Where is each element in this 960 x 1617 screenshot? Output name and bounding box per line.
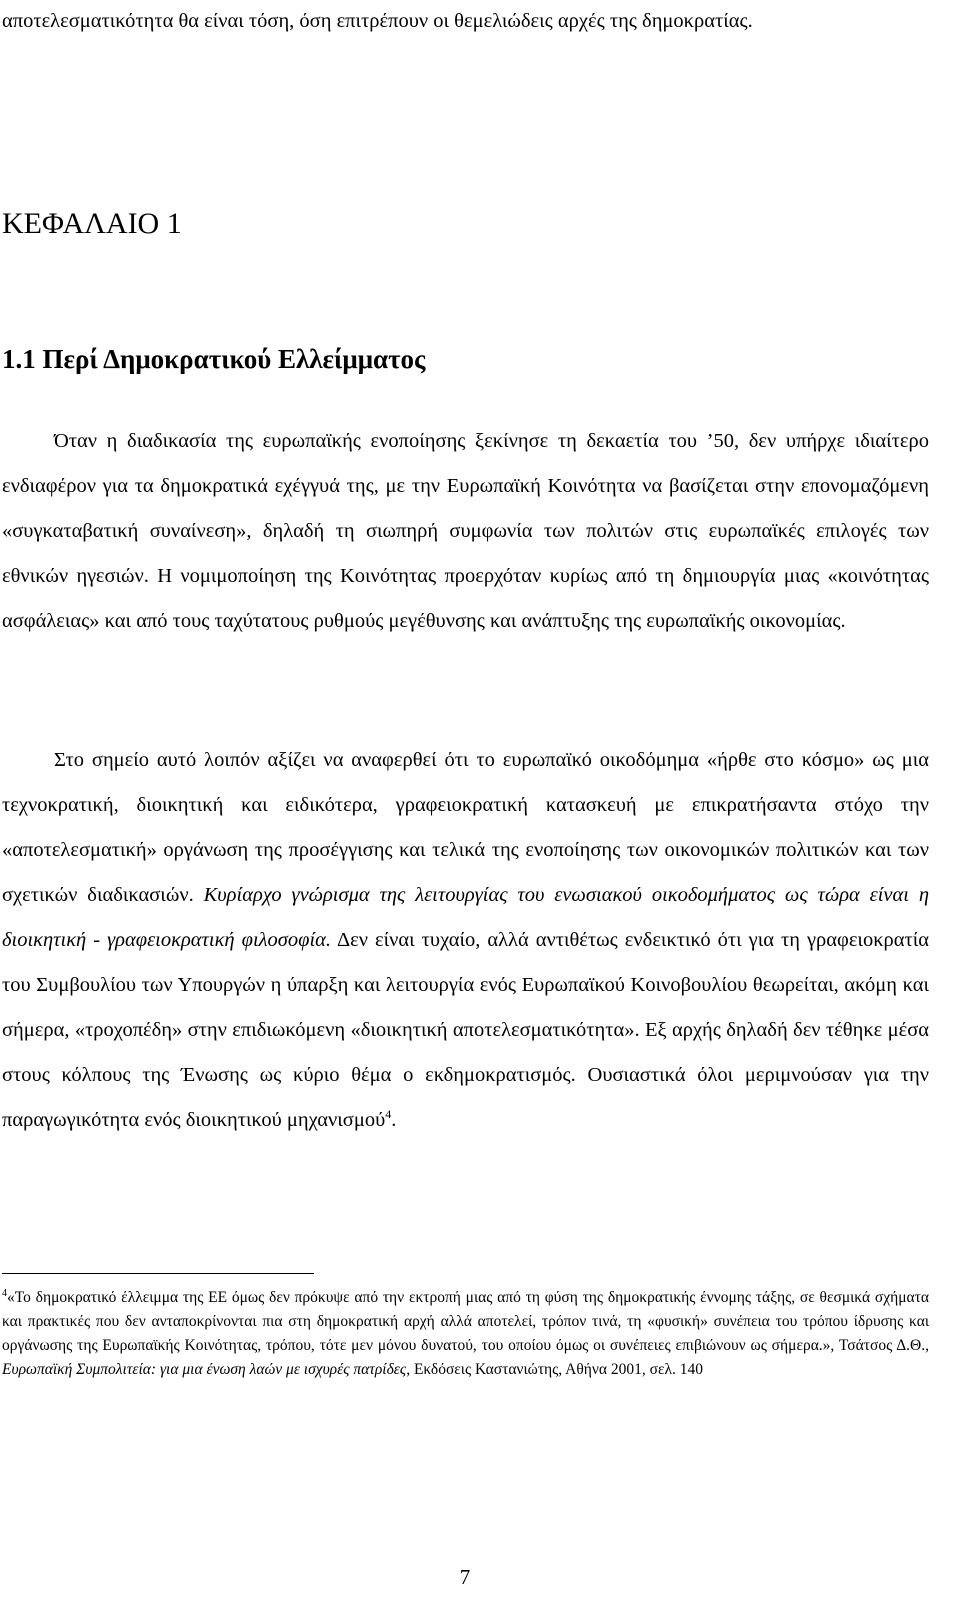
- italic-emphasis: Κυρίαρχο γνώρισμα της λειτουργίας του ενωσιακού οικοδομήματος ως τώρα είναι η διοικητική - γραφειοκρατική φιλοσοφία.: [2, 884, 930, 951]
- footnote-publisher: , Εκδόσεις Καστανιώτης, Αθήνα 2001, σελ. 140: [406, 1361, 704, 1378]
- footnote: [2, 1286, 929, 1382]
- section-heading: 1.1 Περί Δημοκρατικού Ελλείμματος: [2, 344, 426, 374]
- sentence-end: .: [391, 1109, 397, 1131]
- page-number: 7: [459, 1565, 471, 1589]
- footnote-reference[interactable]: 4: [385, 1107, 392, 1122]
- intro-paragraph: αποτελεσματικότητα θα είναι τόση, όση επιτρέπουν οι θεμελιώδεις αρχές της δημοκρατίας.: [2, 10, 753, 32]
- footnote-quote: «Το δημοκρατικό έλλειμμα της ΕΕ όμως δεν πρόκυψε από την εκτροπή μιας από τη φύση της δημοκρατικής έννομης τάξης, σε θεσμικά σχήματα και πρακτικές που δεν ανταποκρίνονται πια στη δημοκρατική αρχή αλλά αποτελεί, τρόπον τινά, τη «φυσική» συνέπεια του τρόπου ίδρυσης και οργάνωσης της Ευρωπαϊκής Κοινότητας, τρόπου, τότε μεν μόνου δυνατού, του οποίου όμως οι συνέπειες επιβιώνουν ως σήμερα.», Τσάτσος Δ.Θ.,: [2, 1289, 929, 1354]
- footnote-marker: 4: [2, 1287, 7, 1299]
- footnote-separator: [2, 1273, 314, 1274]
- chapter-heading: ΚΕΦΑΛΑΙΟ 1: [2, 207, 182, 240]
- paragraph-text: Δεν είναι τυχαίο, αλλά αντιθέτως ενδεικτικό ότι για τη γραφειοκρατία του Συμβουλίου των Υπουργών η ύπαρξη και λειτουργία ενός Ευρωπαϊκού Κοινοβουλίου θεωρείται, ακόμη και σήμερα, «τροχοπέδη» στην επιδιωκόμενη «διοικητική αποτελεσματικότητα». Εξ αρχής δηλαδή δεν τέθηκε μέσα στους κόλπους της Ένωσης ως κύριο θέμα ο εκδημοκρατισμός. Ουσιαστικά όλοι μεριμνούσαν για την παραγωγικότητα ενός διοικητικού μηχανισμού: [2, 929, 929, 1131]
- paragraph-text: Στο σημείο αυτό λοιπόν αξίζει να αναφερθεί ότι το ευρωπαϊκό οικοδόμημα «ήρθε στο κόσμο» ως μια τεχνοκρατική, διοικητική και ειδικότερα, γραφειοκρατική κατασκευή με επικρατήσαντα στόχο την «αποτελεσματική» οργάνωση της προσέγγισης και τελικά της ενοποίησης των οικονομικών πολιτικών και των σχετικών διαδικασιών.: [2, 749, 929, 906]
- paragraph-bureaucratic-structure: [2, 738, 929, 1143]
- paragraph-democratic-origins: Όταν η διαδικασία της ευρωπαϊκής ενοποίησης ξεκίνησε τη δεκαετία του ’50, δεν υπήρχε ιδιαίτερο ενδιαφέρον για τα δημοκρατικά εχέγγυά της, με την Ευρωπαϊκή Κοινότητα να βασίζεται στην επονομαζόμενη «συγκαταβατική συναίνεση», δηλαδή τη σιωπηρή συμφωνία των πολιτών στις ευρωπαϊκές επιλογές των εθνικών ηγεσιών. Η νομιμοποίηση της Κοινότητας προερχόταν κυρίως από τη δημιουργία μιας «κοινότητας ασφάλειας» και από τους ταχύτατους ρυθμούς μεγέθυνσης και ανάπτυξης της ευρωπαϊκής οικονομίας.: [2, 430, 929, 632]
- footnote-book-title: Ευρωπαϊκή Συμπολιτεία: για μια ένωση λαών με ισχυρές πατρίδες: [2, 1361, 407, 1378]
